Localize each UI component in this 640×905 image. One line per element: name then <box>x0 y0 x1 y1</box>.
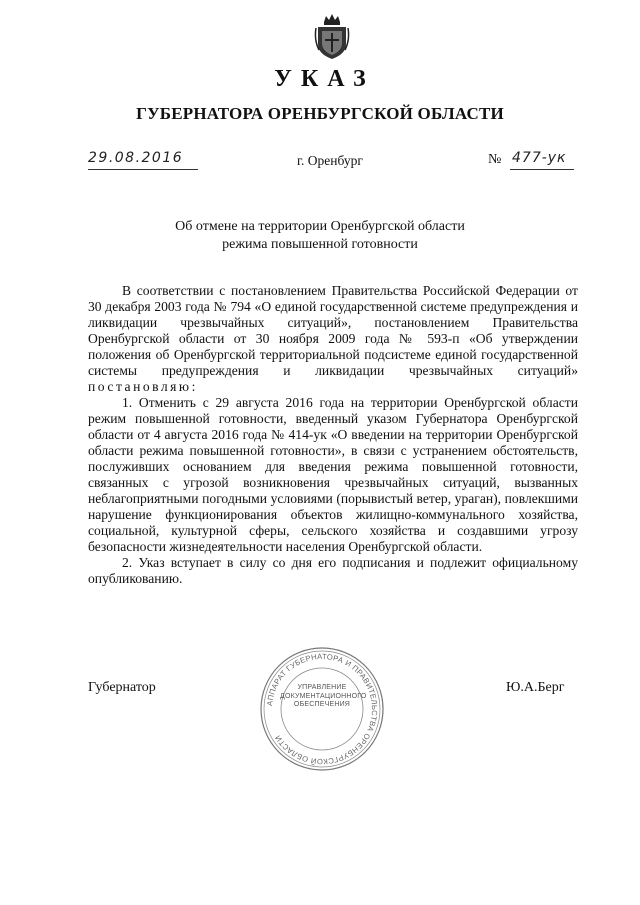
handwritten-number: 477-ук <box>512 150 567 166</box>
preamble-text: В соответствии с постановлением Правительства Российской Федерации от 30 декабря 2003 года № 794 «О единой государственной системе предупреждения и ликвидации чрезвычайных ситуаций», постановлением Правительства Оренбургской области от 30 ноября 2009 года № 593-п «Об утверждении положения об Оренбургской территориальной подсистеме единой государственной системы предупреждения и ликвидации чрезвычайных ситуаций» <box>88 283 578 378</box>
official-stamp <box>258 646 386 772</box>
decree-body <box>88 283 578 587</box>
title-line-1: Об отмене на территории Оренбургской области <box>175 219 465 234</box>
stamp-center-text <box>280 684 367 710</box>
number-underline <box>510 169 574 170</box>
handwritten-date: 29.08.2016 <box>88 150 184 166</box>
item-2-paragraph: 2. Указ вступает в силу со дня его подписания и подлежит официальному опубликованию. <box>88 555 578 586</box>
stamp-ring-text: АППАРАТ ГУБЕРНАТОРА И ПРАВИТЕЛЬСТВА ОРЕНБУРГСКОЙ ОБЛАСТИ <box>265 651 380 767</box>
document-title <box>0 218 640 254</box>
number-field <box>488 150 578 172</box>
city-label: г. Оренбург <box>297 153 363 168</box>
date-underline <box>88 169 198 170</box>
preamble-decree-word: постановляю: <box>88 379 198 394</box>
document-type-heading: УКАЗ <box>274 66 375 92</box>
stamp-line-3: ОБЕСПЕЧЕНИЯ <box>293 701 351 708</box>
stamp-line-1: УПРАВЛЕНИЕ <box>297 684 347 691</box>
coat-of-arms-emblem <box>314 12 350 60</box>
signatory-name: Ю.А.Берг <box>506 680 565 695</box>
stamp-line-2: ДОКУМЕНТАЦИОННОГО <box>280 692 367 700</box>
issuer-heading: ГУБЕРНАТОРА ОРЕНБУРГСКОЙ ОБЛАСТИ <box>136 104 504 123</box>
item-1-paragraph: 1. Отменить с 29 августа 2016 года на территории Оренбургской области режим повышенной готовности, введенный указом Губернатора Оренбургской области от 4 августа 2016 года № 414-ук «О введении на территории Оренбургской области режима повышенной готовности», в связи с устранением обстоятельств, послуживших основанием для введения режима повышенной готовности, связанных с угрозой возникновения чрезвычайных ситуаций, вызванных неблагоприятными погодными условиями (порывистый ветер, ураган), повлекшими нарушение функционирования объектов жилищно-коммунального хозяйства, социальной, культурной сферы, сельского хозяйства и создавшими угрозу безопасности жизнедеятельности населения Оренбургской области. <box>88 395 578 554</box>
preamble-paragraph <box>88 283 578 395</box>
date-field <box>88 150 198 172</box>
number-sign: № <box>488 152 502 167</box>
signatory-position: Губернатор <box>88 680 156 695</box>
coat-of-arms-icon <box>314 12 350 60</box>
title-line-2: режима повышенной готовности <box>222 237 418 252</box>
